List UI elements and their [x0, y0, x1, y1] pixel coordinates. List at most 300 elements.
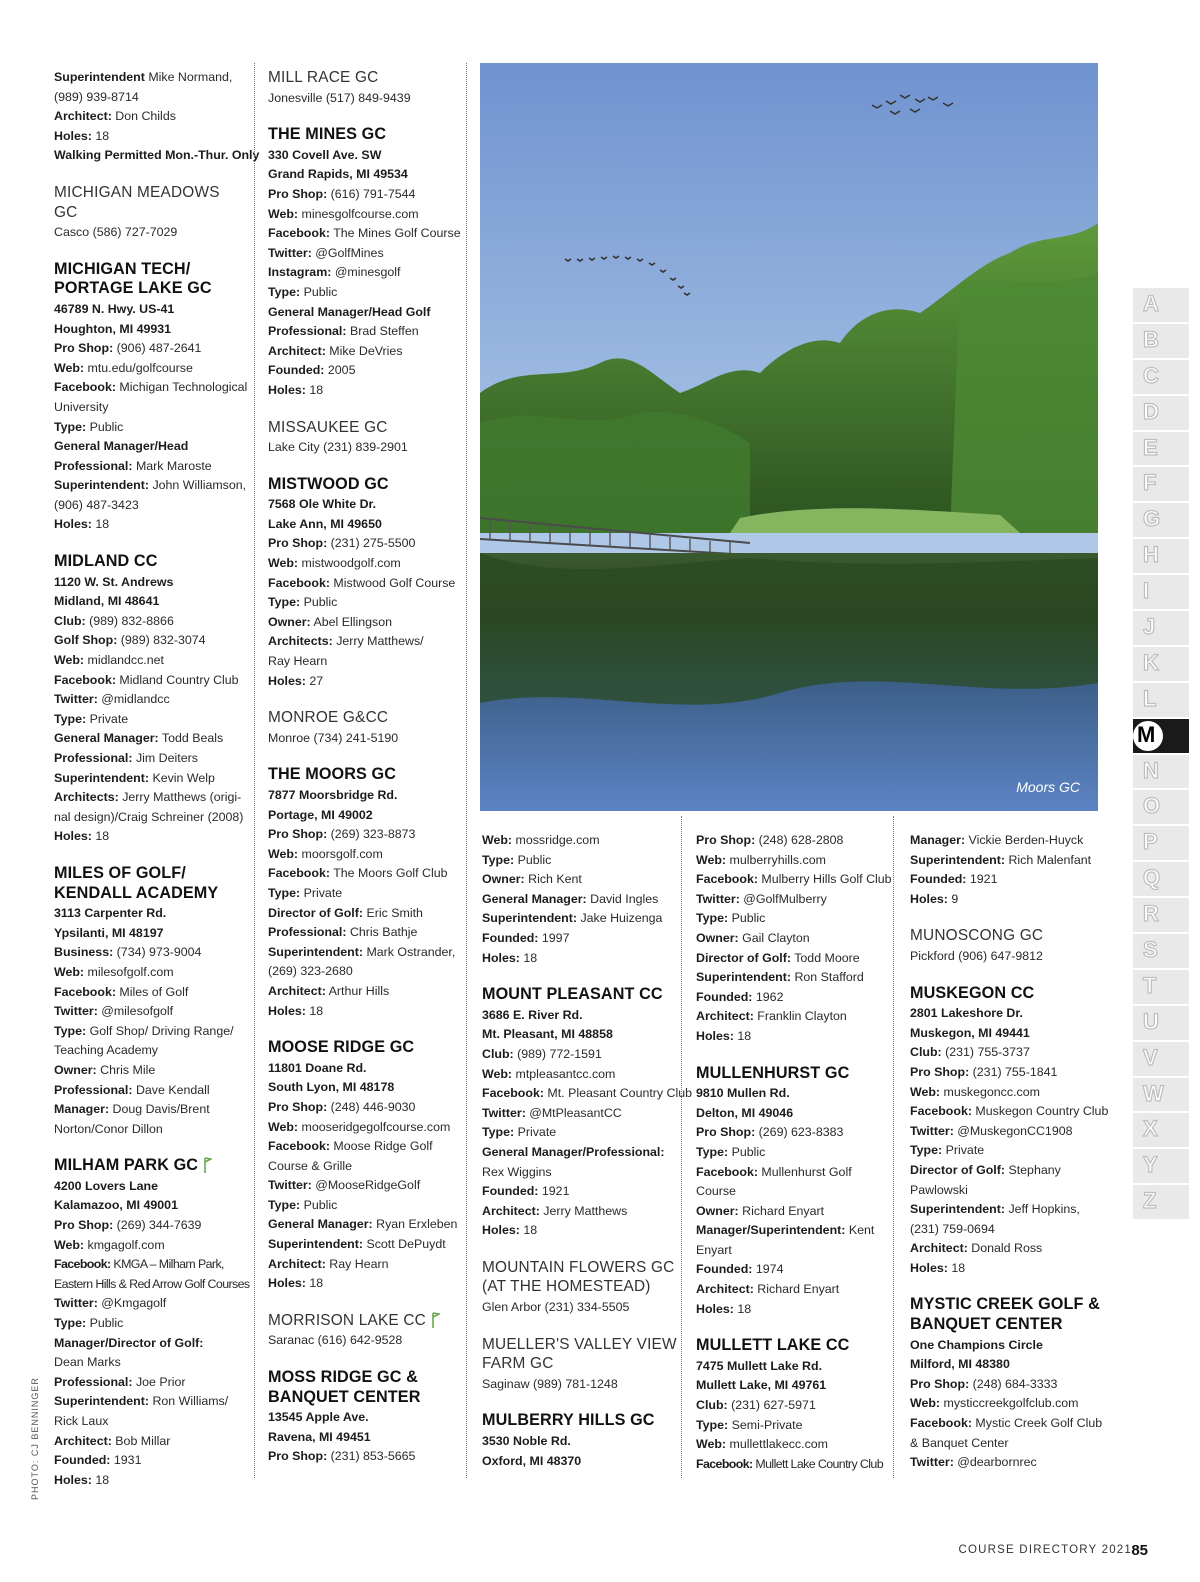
field-label: Facebook:: [268, 226, 330, 241]
course-name: [268, 475, 460, 495]
detail-text: University: [54, 399, 109, 414]
field-label: Holes:: [696, 1301, 734, 1316]
detail-text: Eastern Hills & Red Arrow Golf Courses: [54, 1276, 250, 1291]
field-value: Public: [517, 852, 552, 867]
detail-line: [54, 1177, 246, 1197]
detail-line: [482, 1182, 678, 1202]
index-tab-e[interactable]: [1133, 432, 1189, 466]
detail-line: [696, 870, 892, 890]
course-entry: [268, 708, 460, 748]
address-text: 11801 Doane Rd.: [268, 1060, 367, 1075]
column-divider: [893, 816, 894, 1478]
detail-line: [696, 1280, 888, 1300]
detail-line: [54, 88, 246, 108]
field-label: Type:: [268, 595, 301, 610]
detail-line: [268, 1176, 460, 1196]
index-tab-letter: H: [1143, 542, 1159, 568]
detail-line: [268, 185, 460, 205]
field-label: Holes:: [482, 950, 520, 965]
field-label: General Manager:: [482, 891, 587, 906]
course-name: [54, 183, 246, 222]
field-label: Facebook:: [54, 672, 116, 687]
detail-line: [696, 831, 888, 851]
field-value: Richard Enyart: [742, 1203, 825, 1218]
field-label: Founded:: [482, 930, 539, 945]
index-tab-z[interactable]: [1133, 1185, 1189, 1219]
photo-caption: Moors GC: [1016, 779, 1080, 795]
field-value: Mistwood Golf Course: [333, 575, 456, 590]
address-text: 7475 Mullett Lake Rd.: [696, 1358, 823, 1373]
address-text: 3530 Noble Rd.: [482, 1434, 571, 1449]
detail-line: [54, 127, 246, 147]
detail-line: [54, 496, 246, 516]
index-tab-letter: J: [1143, 614, 1156, 640]
field-label: Business:: [54, 945, 114, 960]
field-value: mtpleasantcc.com: [515, 1066, 616, 1081]
field-label: Facebook:: [268, 575, 330, 590]
column-divider: [254, 63, 255, 1478]
index-tab-j[interactable]: [1133, 611, 1189, 645]
field-value: Private: [945, 1143, 985, 1158]
field-label: Type:: [482, 852, 515, 867]
field-value: @Kmgagolf: [101, 1296, 167, 1311]
course-name-text: MILES OF GOLF/ KENDALL ACADEMY: [54, 863, 219, 902]
detail-line: [268, 982, 460, 1002]
field-value: Public: [303, 1197, 338, 1212]
field-value: Todd Moore: [794, 950, 860, 965]
index-tab-l[interactable]: [1133, 683, 1189, 717]
field-label: Type:: [268, 1197, 301, 1212]
field-label: General Manager/Professional:: [482, 1144, 665, 1159]
course-name: [910, 1295, 1102, 1334]
detail-line: [696, 988, 888, 1008]
field-value: Jake Huizenga: [580, 911, 663, 926]
field-label: Facebook:: [54, 380, 116, 395]
field-value: (989) 832-8866: [89, 613, 174, 628]
directory-column-3: [482, 831, 693, 1488]
field-label: Architect:: [54, 1433, 112, 1448]
detail-line: [54, 924, 246, 944]
detail-line: [910, 1004, 1102, 1024]
detail-line: [54, 359, 246, 379]
detail-line: [910, 1355, 1102, 1375]
detail-line: [54, 1196, 246, 1216]
field-label: Type:: [268, 284, 301, 299]
course-name: [54, 552, 246, 572]
detail-line: [910, 1181, 1102, 1201]
index-tab-b[interactable]: [1133, 324, 1189, 358]
detail-line: [268, 303, 460, 323]
field-value: David Ingles: [590, 891, 659, 906]
detail-text: (906) 487-3423: [54, 497, 139, 512]
field-label: Owner:: [268, 614, 311, 629]
course-entry: [54, 864, 246, 1139]
field-label: Manager:: [910, 833, 966, 847]
address-text: Grand Rapids, MI 49534: [268, 167, 408, 182]
index-tab-letter: U: [1143, 1008, 1159, 1034]
field-label: Pro Shop:: [696, 1125, 756, 1140]
address-text: 1120 W. St. Andrews: [54, 574, 174, 589]
column-divider: [466, 63, 467, 1478]
detail-line: [910, 1102, 1109, 1122]
detail-line: [54, 690, 246, 710]
field-value: (906) 487-2641: [116, 341, 202, 356]
course-name: [268, 708, 460, 728]
field-value: (231) 275-5500: [330, 536, 416, 551]
field-label: Type:: [696, 1417, 729, 1432]
field-label: Web:: [54, 1237, 85, 1252]
detail-line: [696, 1104, 888, 1124]
index-tab-letter: F: [1143, 470, 1157, 496]
index-tab-u[interactable]: [1133, 1006, 1189, 1040]
field-label: Pro Shop:: [268, 186, 328, 201]
detail-line: [482, 890, 678, 910]
field-value: The Mines Golf Course: [333, 226, 461, 241]
field-label: Web:: [268, 556, 299, 571]
field-value: Jerry Matthews: [543, 1203, 628, 1218]
detail-line: [268, 613, 460, 633]
field-value: Brad Steffen: [349, 324, 419, 339]
field-label: Professional:: [54, 1374, 133, 1389]
index-tab-v[interactable]: [1133, 1042, 1189, 1076]
field-value: @milesofgolf: [101, 1004, 174, 1019]
index-tab-s[interactable]: [1133, 934, 1189, 968]
field-value: Public: [303, 284, 338, 299]
field-value: Bob Millar: [115, 1433, 171, 1448]
course-entry: [696, 1336, 888, 1474]
index-tab-g[interactable]: [1133, 503, 1189, 537]
detail-line: [268, 1098, 460, 1118]
detail-line: [268, 165, 460, 185]
field-label: Holes:: [482, 1223, 520, 1238]
address-text: 13545 Apple Ave.: [268, 1410, 369, 1425]
detail-line: [54, 904, 246, 924]
field-label: Superintendent:: [482, 911, 577, 926]
field-value: Todd Beals: [161, 731, 224, 746]
course-entry: [910, 926, 1102, 966]
index-tab-letter: R: [1143, 901, 1159, 927]
detail-line: [482, 1163, 678, 1183]
detail-line: [482, 851, 678, 871]
field-label: Holes:: [268, 673, 306, 688]
index-tab-letter: V: [1143, 1044, 1158, 1070]
field-value: Vickie Berden-Huyck: [968, 833, 1084, 847]
field-value: Ron Stafford: [794, 970, 864, 985]
detail-line: [268, 1137, 460, 1157]
field-label: Web:: [482, 833, 513, 847]
index-tab-q[interactable]: [1133, 862, 1189, 896]
field-label: Twitter:: [268, 245, 312, 260]
field-value: (989) 832-3074: [120, 633, 206, 648]
detail-line: [482, 1143, 678, 1163]
field-label: Holes:: [54, 829, 92, 844]
detail-line: [482, 1432, 678, 1452]
field-label: Superintendent:: [696, 970, 791, 985]
index-tab-d[interactable]: [1133, 396, 1189, 430]
detail-line: [54, 612, 246, 632]
field-value: Ryan Erxleben: [376, 1217, 458, 1232]
field-label: Professional:: [54, 458, 133, 473]
address-text: Muskegon, MI 49441: [910, 1025, 1030, 1040]
index-tab-y[interactable]: [1133, 1149, 1189, 1183]
course-entry: [910, 831, 1102, 909]
field-label: Pro Shop:: [268, 1449, 328, 1464]
field-value: (989) 772-1591: [517, 1046, 602, 1061]
field-label: Web:: [268, 206, 299, 221]
field-label: Web:: [910, 1396, 941, 1411]
detail-line: [54, 710, 246, 730]
index-tab-o[interactable]: [1133, 790, 1189, 824]
detail-line: [268, 1274, 460, 1294]
detail-line: [54, 300, 246, 320]
course-entry: [268, 68, 460, 108]
index-tab-letter: M: [1137, 721, 1156, 747]
address-text: Mullett Lake, MI 49761: [696, 1378, 827, 1393]
field-label: Architects:: [268, 634, 333, 649]
directory-column-5: [910, 831, 1109, 1490]
field-label: Founded:: [696, 1262, 753, 1277]
course-name-text: MICHIGAN MEADOWS GC: [54, 183, 220, 221]
course-name: [268, 765, 460, 785]
index-tab-t[interactable]: [1133, 970, 1189, 1004]
detail-text: & Banquet Center: [910, 1435, 1009, 1450]
detail-line: [268, 554, 460, 574]
index-tab-letter: L: [1143, 685, 1157, 711]
field-label: Professional:: [54, 1082, 133, 1097]
lake-landscape-image: [480, 63, 1098, 811]
address-text: Ravena, MI 49451: [268, 1429, 371, 1444]
detail-line: [54, 808, 246, 828]
index-tab-i[interactable]: [1133, 575, 1189, 609]
field-value: 1931: [113, 1453, 142, 1468]
detail-text: Pickford (906) 647-9812: [910, 948, 1043, 963]
detail-text: Norton/Conor Dillon: [54, 1121, 163, 1136]
field-label: Owner:: [54, 1062, 97, 1077]
index-tab-p[interactable]: [1133, 826, 1189, 860]
field-value: Miles of Golf: [119, 984, 189, 999]
field-value: @minesgolf: [334, 265, 401, 280]
address-text: Lake Ann, MI 49650: [268, 516, 382, 531]
detail-line: [268, 322, 460, 342]
field-value: 18: [309, 1003, 324, 1018]
field-label: Professional:: [268, 324, 347, 339]
field-label: Web:: [696, 1437, 727, 1452]
detail-text: Pawlowski: [910, 1182, 968, 1197]
field-value: Mark Ostrander,: [366, 944, 456, 959]
detail-line: [696, 1241, 888, 1261]
course-name: [54, 864, 246, 903]
detail-line: [696, 929, 888, 949]
detail-line: [54, 1412, 246, 1432]
detail-line: [54, 631, 246, 651]
field-label: Holes:: [268, 1003, 306, 1018]
field-value: 1997: [541, 930, 570, 945]
detail-line: [696, 1300, 888, 1320]
field-value: 18: [309, 382, 324, 397]
index-tab-w[interactable]: [1133, 1078, 1189, 1112]
field-label: Club:: [482, 1046, 514, 1061]
field-value: Donald Ross: [971, 1241, 1043, 1256]
detail-line: [268, 495, 460, 515]
field-value: Mike DeVries: [329, 343, 403, 358]
address-text: Houghton, MI 49931: [54, 321, 172, 336]
field-label: Director of Golf:: [268, 905, 363, 920]
field-label: Professional:: [54, 751, 133, 765]
detail-line: [268, 1215, 460, 1235]
course-name-text: MORRISON LAKE CC: [268, 1311, 426, 1329]
address-text: Midland, MI 48641: [54, 594, 160, 609]
detail-line: [54, 476, 246, 496]
index-tab-f[interactable]: [1133, 467, 1189, 501]
course-entry: [482, 1411, 678, 1471]
field-value: 18: [95, 128, 110, 143]
course-name-text: MOUNTAIN FLOWERS GC (AT THE HOMESTEAD): [482, 1258, 675, 1296]
detail-line: [54, 515, 246, 535]
course-name-text: MICHIGAN TECH/ PORTAGE LAKE GC: [54, 259, 212, 298]
index-tab-x[interactable]: [1133, 1113, 1189, 1147]
detail-line: [910, 1220, 1102, 1240]
field-value: (269) 323-8873: [330, 827, 416, 842]
detail-line: [268, 962, 460, 982]
field-value: Public: [731, 911, 766, 926]
detail-line: [54, 729, 246, 749]
detail-line: [696, 1007, 888, 1027]
field-value: 18: [951, 1260, 966, 1275]
index-tab-r[interactable]: [1133, 898, 1189, 932]
index-tab-a[interactable]: [1133, 288, 1189, 322]
footer-title: COURSE DIRECTORY 2021: [958, 1544, 1132, 1556]
index-tab-letter: K: [1143, 649, 1159, 675]
field-label: Owner:: [696, 1203, 739, 1218]
course-name-text: MILHAM PARK GC: [54, 1156, 199, 1175]
field-label: Twitter:: [54, 1004, 98, 1019]
field-value: Don Childs: [115, 109, 176, 124]
detail-line: [696, 949, 888, 969]
field-label: Superintendent:: [910, 852, 1005, 867]
detail-line: [696, 1163, 888, 1183]
detail-line: [54, 1373, 246, 1393]
address-text: 9810 Mullen Rd.: [696, 1086, 790, 1101]
course-entry: [268, 1368, 460, 1467]
course-name-text: MUNOSCONG GC: [910, 927, 1044, 945]
field-label: Facebook:: [54, 1257, 111, 1272]
field-value: Dave Kendall: [135, 1082, 210, 1097]
field-value: 1974: [755, 1262, 784, 1277]
field-label: Twitter:: [696, 891, 740, 906]
address-text: South Lyon, MI 48178: [268, 1080, 395, 1095]
course-entry: [268, 765, 460, 1021]
field-value: Moose Ridge Golf: [333, 1139, 433, 1154]
field-value: Mullenhurst Golf: [761, 1164, 852, 1179]
field-label: Club:: [54, 613, 86, 628]
field-label: Twitter:: [54, 692, 98, 707]
field-value: 18: [95, 1472, 110, 1487]
field-label: Web:: [268, 846, 299, 861]
detail-text: Course: [696, 1184, 736, 1199]
detail-line: [54, 1100, 246, 1120]
field-value: The Moors Golf Club: [333, 866, 448, 881]
field-label: Manager:: [54, 1102, 110, 1117]
detail-line: [696, 1143, 888, 1163]
index-tab-c[interactable]: [1133, 360, 1189, 394]
field-label: Architect:: [482, 1203, 540, 1218]
index-tab-m[interactable]: [1133, 719, 1189, 753]
index-tab-letter: W: [1143, 1080, 1164, 1106]
field-value: (616) 791-7544: [330, 186, 416, 201]
field-label: Type:: [268, 885, 301, 900]
detail-line: [268, 904, 460, 924]
field-value: KMGA – Milham Park,: [113, 1257, 224, 1272]
course-name-text: MISTWOOD GC: [268, 474, 389, 493]
address-text: Ypsilanti, MI 48197: [54, 925, 164, 940]
field-label: General Manager:: [268, 1217, 373, 1232]
field-value: muskegoncc.com: [943, 1084, 1040, 1099]
detail-text: Glen Arbor (231) 334-5505: [482, 1300, 630, 1315]
detail-text: (231) 759-0694: [910, 1221, 995, 1236]
field-label: Holes:: [54, 1472, 92, 1487]
detail-line: [268, 1157, 460, 1177]
field-label: Superintendent: [54, 70, 145, 84]
detail-line: [268, 1196, 460, 1216]
index-tab-letter: D: [1143, 398, 1159, 424]
field-label: Twitter:: [482, 1105, 526, 1120]
detail-line: [696, 890, 888, 910]
field-label: Founded:: [910, 872, 967, 887]
detail-line: [910, 1063, 1102, 1083]
index-tab-n[interactable]: [1133, 755, 1189, 789]
index-tab-h[interactable]: [1133, 539, 1189, 573]
field-value: 2005: [327, 363, 356, 378]
field-value: @GolfMines: [315, 245, 384, 260]
index-tab-letter: T: [1143, 972, 1157, 998]
course-name: [54, 1156, 246, 1176]
detail-line: [268, 1118, 460, 1138]
detail-line: [54, 1255, 246, 1275]
course-name-text: MOUNT PLEASANT CC: [482, 985, 663, 1004]
field-label: Twitter:: [910, 1455, 954, 1470]
field-label: Pro Shop:: [268, 1099, 328, 1114]
detail-line: [54, 1432, 246, 1452]
course-name: [268, 1311, 460, 1331]
detail-line: [54, 769, 246, 789]
detail-line: [696, 1123, 888, 1143]
course-name: [54, 260, 246, 299]
address-text: One Champions Circle: [910, 1337, 1043, 1352]
detail-line: [696, 1416, 888, 1436]
field-value: Stephany: [1008, 1162, 1061, 1177]
course-name: [268, 125, 460, 145]
detail-line: [54, 671, 246, 691]
index-tab-letter: N: [1143, 757, 1159, 783]
detail-line: [54, 651, 246, 671]
field-label: Type:: [696, 911, 729, 926]
detail-line: [54, 1041, 246, 1061]
field-value: (231) 627-5971: [731, 1398, 816, 1413]
detail-line: [696, 1027, 888, 1047]
detail-text: (269) 323-2680: [268, 964, 353, 979]
field-value: (231) 755-3737: [945, 1045, 1030, 1060]
index-tab-k[interactable]: [1133, 647, 1189, 681]
detail-line: [268, 1078, 460, 1098]
field-value: @midlandcc: [101, 692, 170, 707]
field-label: Club:: [696, 1398, 728, 1413]
detail-line: [696, 1455, 888, 1475]
detail-line: [54, 1275, 250, 1295]
field-label: Club:: [910, 1045, 942, 1060]
field-value: 1921: [969, 872, 998, 887]
detail-line: [268, 205, 460, 225]
course-entry: [482, 985, 693, 1241]
